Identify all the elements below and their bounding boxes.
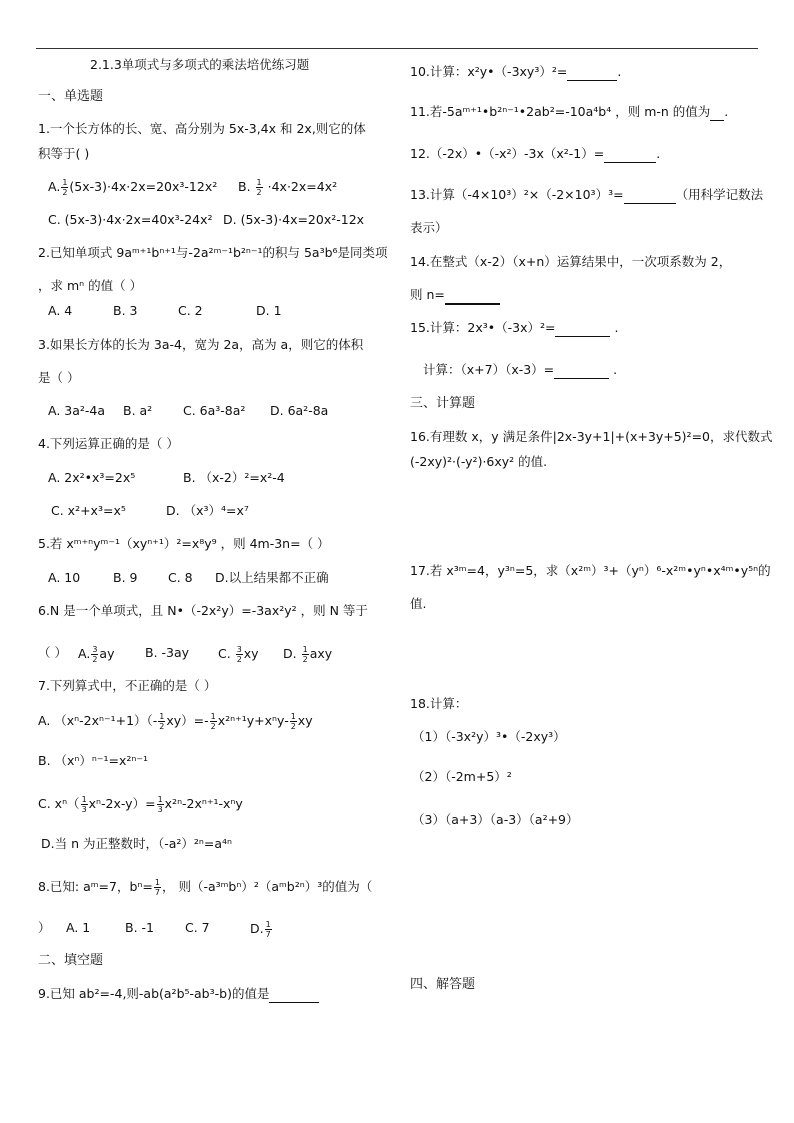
q3-stem-line1: 3.如果长方体的长为 3a-4，宽为 2a，高为 a，则它的体积 — [38, 337, 364, 352]
q12-answer-blank[interactable] — [604, 146, 656, 163]
q11-stem: 11.若-5aᵐ⁺¹•b²ⁿ⁻¹•2ab²=-10a⁴b⁴ ，则 m-n 的值为 . — [410, 104, 729, 119]
q3-option-a: A. 3a²-4a — [48, 403, 106, 418]
fraction-half: $\frac{1}{2}$ — [159, 712, 165, 731]
q3-option-b: B. a² — [123, 403, 153, 418]
fraction-seventh: $\frac{1}{7}$ — [265, 920, 271, 939]
q7-option-a: A. （xⁿ-2xⁿ⁻¹+1）（- $\frac{1}{2}$ xy）=- $\frac{1}{2}$ x²ⁿ⁺¹y+xⁿy- $\frac{1}{2}$ xy — [38, 712, 313, 731]
page-title: 2.1.3单项式与多项式的乘法培优练习题 — [90, 57, 310, 72]
q18-part-3: （3）（a+3）（a-3）（a²+9） — [412, 812, 579, 827]
q2-stem-line2: ，求 mⁿ 的值（ ） — [38, 278, 143, 293]
q3-stem-line2: 是（ ） — [38, 370, 80, 385]
q18-stem: 18.计算： — [410, 696, 468, 711]
q15-answer-blank-2[interactable] — [554, 362, 609, 379]
q5-option-d: D.以上结果都不正确 — [215, 570, 329, 585]
q7-stem: 7.下列算式中，不正确的是（ ） — [38, 678, 217, 693]
q2-option-d: D. 1 — [256, 303, 282, 318]
q3-option-c: C. 6a³-8a² — [183, 403, 246, 418]
q4-stem: 4.下列运算正确的是（ ） — [38, 436, 179, 451]
q7-option-d: D.当 n 为正整数时，（-a²）²ⁿ=a⁴ⁿ — [41, 836, 233, 851]
fraction-half: $\frac{1}{2}$ — [62, 178, 68, 197]
q1-option-b: B. $\frac{1}{2}$ ·4x·2x=4x² — [238, 178, 338, 197]
q1-option-d: D. (5x-3)·4x=20x²-12x — [223, 212, 365, 227]
fraction-half: $\frac{1}{2}$ — [256, 178, 262, 197]
q8-option-d: D. $\frac{1}{7}$ — [250, 920, 271, 939]
q16-stem-line1: 16.有理数 x，y 满足条件|2x-3y+1|+(x+3y+5)²=0，求代数式 — [410, 429, 773, 444]
fraction-third: $\frac{1}{3}$ — [157, 795, 163, 814]
fraction-seventh: $\frac{1}{7}$ — [154, 878, 160, 897]
q6-option-a: A. $\frac{3}{2}$ ay — [78, 645, 115, 664]
q1-stem-line1: 1.一个长方体的长、宽、高分别为 5x-3,4x 和 2x,则它的体 — [38, 121, 366, 136]
q4-option-b: B. （x-2）²=x²-4 — [183, 470, 285, 485]
header-rule — [36, 48, 758, 49]
q1-option-c: C. (5x-3)·4x·2x=40x³-24x² — [48, 212, 213, 227]
section-single-choice: 一、单选题 — [38, 89, 104, 104]
q8-paren: ） — [38, 920, 51, 935]
q3-option-d: D. 6a²-8a — [270, 403, 329, 418]
q9-answer-blank[interactable] — [269, 986, 319, 1003]
q18-part-1: （1）（-3x²y）³•（-2xy³） — [412, 729, 566, 744]
q15-stem-line2: 计算：（x+7）（x-3）= . — [423, 362, 618, 377]
q13-stem-line1: 13.计算（-4×10³）²×（-2×10³）³= （用科学记数法 — [410, 187, 764, 202]
fraction-half: $\frac{1}{2}$ — [290, 712, 296, 731]
q2-option-a: A. 4 — [48, 303, 73, 318]
q10-answer-blank[interactable] — [567, 64, 617, 81]
q17-stem-line2: 值. — [410, 596, 427, 611]
q1-option-a: A. $\frac{1}{2}$ (5x-3)·4x·2x=20x³-12x² — [48, 178, 218, 197]
q2-option-b: B. 3 — [113, 303, 138, 318]
section-answer: 四、解答题 — [410, 977, 476, 992]
q8-stem-line1: 8.已知: aᵐ=7，bⁿ= $\frac{1}{7}$ ， 则（-a³ᵐbⁿ）²（aᵐb²ⁿ）³的值为（ — [38, 878, 373, 897]
q8-option-b: B. -1 — [125, 920, 154, 935]
q6-stem: 6.N 是一个单项式，且 N•（-2x²y）=-3ax²y² ，则 N 等于 — [38, 603, 368, 618]
q14-stem-line1: 14.在整式（x-2）（x+n）运算结果中，一次项系数为 2， — [410, 254, 732, 269]
q8-option-c: C. 7 — [185, 920, 210, 935]
q6-option-d: D. $\frac{1}{2}$ axy — [283, 645, 333, 664]
q14-answer-blank[interactable] — [445, 287, 500, 305]
q6-option-c: C. $\frac{3}{2}$ xy — [218, 645, 259, 664]
q4-option-d: D. （x³）⁴=x⁷ — [166, 503, 249, 518]
section-calculation: 三、计算题 — [410, 396, 476, 411]
q17-stem-line1: 17.若 x³ᵐ=4，y³ⁿ=5，求（x²ᵐ）³+（yⁿ）⁶-x²ᵐ•yⁿ•x⁴ᵐ•y⁵ⁿ的 — [410, 563, 771, 578]
q5-option-c: C. 8 — [168, 570, 193, 585]
q11-answer-blank[interactable] — [710, 104, 724, 121]
q15-stem-line1: 15.计算：2x³•（-3x）²= . — [410, 320, 619, 335]
section-fill-blank: 二、填空题 — [38, 953, 104, 968]
q12-stem: 12.（-2x）•（-x²）-3x（x²-1）= . — [410, 146, 661, 161]
q13-stem-line2: 表示） — [410, 220, 448, 235]
q16-stem-line2: (-2xy)²·(-y²)·6xy² 的值. — [410, 454, 548, 469]
q10-stem: 10.计算：x²y•（-3xy³）²= . — [410, 64, 622, 79]
fraction-third: $\frac{1}{3}$ — [81, 795, 87, 814]
q5-option-a: A. 10 — [48, 570, 81, 585]
q4-option-c: C. x²+x³=x⁵ — [51, 503, 126, 518]
fraction-three-half: $\frac{3}{2}$ — [236, 645, 242, 664]
q5-stem: 5.若 xᵐ⁺ⁿyᵐ⁻¹（xyⁿ⁺¹）²=x⁸y⁹ ，则 4m-3n=（ ） — [38, 536, 330, 551]
q1-stem-line2: 积等于( ) — [38, 146, 90, 161]
q15-answer-blank-1[interactable] — [555, 320, 610, 337]
q14-stem-line2: 则 n= — [410, 287, 500, 305]
q18-part-2: （2）（-2m+5）² — [412, 769, 512, 784]
q2-stem-line1: 2.已知单项式 9aᵐ⁺¹bⁿ⁺¹与-2a²ᵐ⁻¹b²ⁿ⁻¹的积与 5a³b⁶是同类项 — [38, 245, 388, 260]
fraction-half: $\frac{1}{2}$ — [302, 645, 308, 664]
fraction-half: $\frac{1}{2}$ — [210, 712, 216, 731]
q8-option-a: A. 1 — [66, 920, 91, 935]
q7-option-c: C. xⁿ（ $\frac{1}{3}$ xⁿ-2x-y）= $\frac{1}{3}$ x²ⁿ-2xⁿ⁺¹-xⁿy — [38, 795, 243, 814]
q7-option-b: B. （xⁿ）ⁿ⁻¹=x²ⁿ⁻¹ — [38, 753, 148, 768]
fraction-three-half: $\frac{3}{2}$ — [92, 645, 98, 664]
q2-option-c: C. 2 — [178, 303, 203, 318]
q6-option-b: B. -3ay — [145, 645, 190, 660]
q4-option-a: A. 2x²•x³=2x⁵ — [48, 470, 136, 485]
q6-paren: （ ） — [38, 645, 67, 660]
q5-option-b: B. 9 — [113, 570, 138, 585]
q9-stem: 9.已知 ab²=-4,则-ab(a²b⁵-ab³-b)的值是 — [38, 986, 319, 1003]
q13-answer-blank[interactable] — [624, 187, 676, 204]
